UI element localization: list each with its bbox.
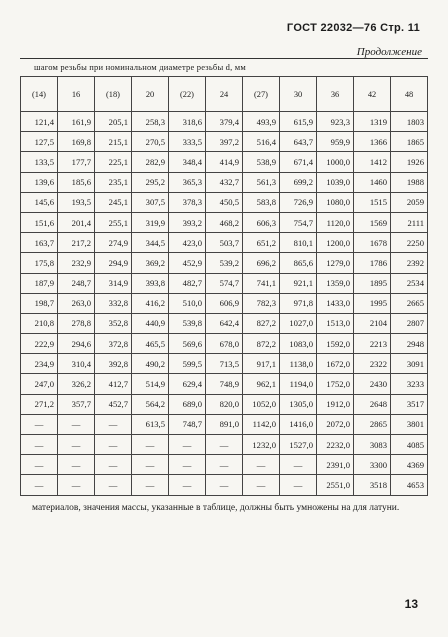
table-header-row <box>21 77 428 112</box>
table-cell: 2391,0 <box>317 455 354 475</box>
table-cell: 671,4 <box>280 152 317 172</box>
table-cell: 1433,0 <box>317 293 354 313</box>
table-cell: 365,3 <box>169 172 206 192</box>
table-cell: 1194,0 <box>280 374 317 394</box>
table-cell: — <box>95 435 132 455</box>
table-cell: 1232,0 <box>243 435 280 455</box>
table-row <box>21 273 428 293</box>
table-cell: 1052,0 <box>243 394 280 414</box>
table-cell: 539,2 <box>206 253 243 273</box>
table-cell: 1995 <box>354 293 391 313</box>
table-cell: — <box>206 455 243 475</box>
table-row <box>21 172 428 192</box>
table-cell: — <box>169 455 206 475</box>
column-header: (22) <box>169 77 206 112</box>
table-cell: 1803 <box>391 112 428 132</box>
table-cell: 754,7 <box>280 212 317 232</box>
table-cell: 393,8 <box>132 273 169 293</box>
table-cell: — <box>58 414 95 434</box>
table-cell: 629,4 <box>169 374 206 394</box>
table-cell: 2807 <box>391 313 428 333</box>
table-row <box>21 253 428 273</box>
table-cell: 205,1 <box>95 112 132 132</box>
table-cell: 263,0 <box>58 293 95 313</box>
table-cell: 1569 <box>354 212 391 232</box>
table-cell: 2551,0 <box>317 475 354 495</box>
table-cell: 1138,0 <box>280 354 317 374</box>
table-cell: 393,2 <box>169 212 206 232</box>
table-cell: 872,2 <box>243 334 280 354</box>
table-cell: 1305,0 <box>280 394 317 414</box>
table-cell: 2059 <box>391 192 428 212</box>
table-cell: — <box>58 475 95 495</box>
table-cell: — <box>132 455 169 475</box>
table-cell: 1416,0 <box>280 414 317 434</box>
table-cell: 2111 <box>391 212 428 232</box>
table-cell: 1366 <box>354 132 391 152</box>
table-cell: 748,7 <box>169 414 206 434</box>
table-cell: 516,4 <box>243 132 280 152</box>
column-header: 24 <box>206 77 243 112</box>
table-caption: шагом резьбы при номинальном диаметре резьбы d, мм <box>34 62 246 72</box>
table-cell: 234,9 <box>21 354 58 374</box>
table-cell: 1752,0 <box>317 374 354 394</box>
table-cell: 1926 <box>391 152 428 172</box>
table-cell: 314,9 <box>95 273 132 293</box>
table-cell: 538,9 <box>243 152 280 172</box>
table-cell: 2213 <box>354 334 391 354</box>
column-header: 30 <box>280 77 317 112</box>
table-cell: 1513,0 <box>317 313 354 333</box>
table-cell: 2072,0 <box>317 414 354 434</box>
table-cell: — <box>169 435 206 455</box>
table-cell: 962,1 <box>243 374 280 394</box>
table-cell: 201,4 <box>58 212 95 232</box>
table-cell: 271,2 <box>21 394 58 414</box>
table-cell: 2392 <box>391 253 428 273</box>
continued-label: Продолжение <box>356 46 422 58</box>
table-cell: 615,9 <box>280 112 317 132</box>
table-cell: 574,7 <box>206 273 243 293</box>
table-cell: 217,2 <box>58 233 95 253</box>
table-cell: 2648 <box>354 394 391 414</box>
table-cell: 274,9 <box>95 233 132 253</box>
table-cell: — <box>21 475 58 495</box>
table-cell: 713,5 <box>206 354 243 374</box>
table-cell: 699,2 <box>280 172 317 192</box>
table-row <box>21 152 428 172</box>
table-cell: 613,5 <box>132 414 169 434</box>
table-cell: — <box>206 435 243 455</box>
table-cell: 3091 <box>391 354 428 374</box>
table-cell: 1895 <box>354 273 391 293</box>
table-cell: 3801 <box>391 414 428 434</box>
table-cell: 423,0 <box>169 233 206 253</box>
table-cell: 569,6 <box>169 334 206 354</box>
table-cell: 139,6 <box>21 172 58 192</box>
table-cell: 319,9 <box>132 212 169 232</box>
table-cell: 1786 <box>354 253 391 273</box>
table-cell: — <box>280 455 317 475</box>
table-cell: 539,8 <box>169 313 206 333</box>
table-cell: 561,3 <box>243 172 280 192</box>
table-cell: 255,1 <box>95 212 132 232</box>
table-cell: 741,1 <box>243 273 280 293</box>
table-cell: 917,1 <box>243 354 280 374</box>
table-cell: 1080,0 <box>317 192 354 212</box>
table-cell: — <box>243 475 280 495</box>
table-cell: — <box>206 475 243 495</box>
table-cell: 643,7 <box>280 132 317 152</box>
table-cell: 2665 <box>391 293 428 313</box>
table-cell: — <box>132 475 169 495</box>
table-cell: 352,8 <box>95 313 132 333</box>
table-cell: — <box>95 414 132 434</box>
table-cell: — <box>280 475 317 495</box>
table-cell: 235,1 <box>95 172 132 192</box>
table-cell: 295,2 <box>132 172 169 192</box>
table-row <box>21 293 428 313</box>
table-cell: — <box>132 435 169 455</box>
table-cell: 971,8 <box>280 293 317 313</box>
table-cell: 1412 <box>354 152 391 172</box>
page-number: 13 <box>404 597 418 611</box>
table-cell: 232,9 <box>58 253 95 273</box>
table-cell: 1460 <box>354 172 391 192</box>
table-cell: 726,9 <box>280 192 317 212</box>
table-row <box>21 192 428 212</box>
table-cell: — <box>21 455 58 475</box>
table-cell: 2430 <box>354 374 391 394</box>
table-cell: 369,2 <box>132 253 169 273</box>
table-cell: 392,8 <box>95 354 132 374</box>
table-cell: 510,0 <box>169 293 206 313</box>
table-cell: 198,7 <box>21 293 58 313</box>
table-cell: 2104 <box>354 313 391 333</box>
table-cell: — <box>169 475 206 495</box>
table-row <box>21 233 428 253</box>
table-cell: 1142,0 <box>243 414 280 434</box>
table-cell: — <box>58 455 95 475</box>
table-cell: — <box>21 414 58 434</box>
table-cell: 210,8 <box>21 313 58 333</box>
table-cell: 2232,0 <box>317 435 354 455</box>
table-cell: 1200,0 <box>317 233 354 253</box>
column-header: (18) <box>95 77 132 112</box>
table-cell: 185,6 <box>58 172 95 192</box>
table-cell: 397,2 <box>206 132 243 152</box>
table-cell: — <box>58 435 95 455</box>
table-cell: 307,5 <box>132 192 169 212</box>
table-cell: 2534 <box>391 273 428 293</box>
table-cell: 606,9 <box>206 293 243 313</box>
table-cell: 294,6 <box>58 334 95 354</box>
table-cell: 482,7 <box>169 273 206 293</box>
table-cell: 1988 <box>391 172 428 192</box>
table-row <box>21 334 428 354</box>
table-cell: 379,4 <box>206 112 243 132</box>
table-cell: 959,9 <box>317 132 354 152</box>
table-cell: 1678 <box>354 233 391 253</box>
table-cell: 247,0 <box>21 374 58 394</box>
table-cell: 696,2 <box>243 253 280 273</box>
table-cell: 357,7 <box>58 394 95 414</box>
table-cell: 1319 <box>354 112 391 132</box>
table-cell: 412,7 <box>95 374 132 394</box>
table-cell: 3083 <box>354 435 391 455</box>
column-header: (14) <box>21 77 58 112</box>
table-cell: 606,3 <box>243 212 280 232</box>
table-cell: 2948 <box>391 334 428 354</box>
table-cell: 3300 <box>354 455 391 475</box>
table-cell: 2865 <box>354 414 391 434</box>
table-cell: 3517 <box>391 394 428 414</box>
table-cell: 3518 <box>354 475 391 495</box>
table-cell: 332,8 <box>95 293 132 313</box>
table-cell: 1083,0 <box>280 334 317 354</box>
table-cell: 583,8 <box>243 192 280 212</box>
table-cell: 689,0 <box>169 394 206 414</box>
table-cell: 282,9 <box>132 152 169 172</box>
table-row <box>21 394 428 414</box>
table-row <box>21 132 428 152</box>
page-header: ГОСТ 22032—76 Стр. 11 <box>286 22 420 34</box>
table-cell: 1039,0 <box>317 172 354 192</box>
table-row <box>21 374 428 394</box>
table-cell: 248,7 <box>58 273 95 293</box>
table-cell: 372,8 <box>95 334 132 354</box>
table-cell: 1672,0 <box>317 354 354 374</box>
footnote-text: материалов, значения массы, указанные в таблице, должны быть умножены на для латуни. <box>32 503 400 513</box>
table-cell: 215,1 <box>95 132 132 152</box>
table-cell: 921,1 <box>280 273 317 293</box>
table-cell: 923,3 <box>317 112 354 132</box>
table-cell: 891,0 <box>206 414 243 434</box>
table-cell: 1027,0 <box>280 313 317 333</box>
table-cell: 414,9 <box>206 152 243 172</box>
table-cell: 177,7 <box>58 152 95 172</box>
table-cell: 748,9 <box>206 374 243 394</box>
table-cell: 450,5 <box>206 192 243 212</box>
table-cell: 121,4 <box>21 112 58 132</box>
table-cell: 318,6 <box>169 112 206 132</box>
column-header: 16 <box>58 77 95 112</box>
table-cell: 642,4 <box>206 313 243 333</box>
table-cell: 187,9 <box>21 273 58 293</box>
table-cell: 378,3 <box>169 192 206 212</box>
table-cell: 4369 <box>391 455 428 475</box>
table-cell: 326,2 <box>58 374 95 394</box>
table-cell: 503,7 <box>206 233 243 253</box>
table-cell: 678,0 <box>206 334 243 354</box>
table-cell: 452,9 <box>169 253 206 273</box>
table-cell: 151,6 <box>21 212 58 232</box>
table-cell: 245,1 <box>95 192 132 212</box>
table-cell: 294,9 <box>95 253 132 273</box>
table-cell: 4653 <box>391 475 428 495</box>
table-cell: 169,8 <box>58 132 95 152</box>
table-cell: 175,8 <box>21 253 58 273</box>
table-cell: 1359,0 <box>317 273 354 293</box>
table-cell: 1912,0 <box>317 394 354 414</box>
column-header: 20 <box>132 77 169 112</box>
table-cell: 493,9 <box>243 112 280 132</box>
table-cell: — <box>21 435 58 455</box>
table-cell: 161,9 <box>58 112 95 132</box>
table-cell: 344,5 <box>132 233 169 253</box>
table-cell: 222,9 <box>21 334 58 354</box>
table-row <box>21 455 428 475</box>
table-row <box>21 354 428 374</box>
table-cell: 1120,0 <box>317 212 354 232</box>
table-cell: 810,1 <box>280 233 317 253</box>
table-cell: 278,8 <box>58 313 95 333</box>
table-row <box>21 435 428 455</box>
table-cell: 514,9 <box>132 374 169 394</box>
table-cell: 310,4 <box>58 354 95 374</box>
mass-table <box>20 76 428 496</box>
table-cell: 1865 <box>391 132 428 152</box>
table-cell: 2322 <box>354 354 391 374</box>
table-row <box>21 212 428 232</box>
table-cell: 865,6 <box>280 253 317 273</box>
column-header: 36 <box>317 77 354 112</box>
table-cell: 1515 <box>354 192 391 212</box>
table-cell: — <box>243 455 280 475</box>
table-cell: 564,2 <box>132 394 169 414</box>
table-cell: 127,5 <box>21 132 58 152</box>
table-cell: 270,5 <box>132 132 169 152</box>
table-cell: 1527,0 <box>280 435 317 455</box>
column-header: 42 <box>354 77 391 112</box>
table-cell: 432,7 <box>206 172 243 192</box>
column-header: (27) <box>243 77 280 112</box>
table-cell: 4085 <box>391 435 428 455</box>
table-row <box>21 414 428 434</box>
table-cell: 1279,0 <box>317 253 354 273</box>
column-header: 48 <box>391 77 428 112</box>
table-cell: 465,5 <box>132 334 169 354</box>
table-cell: 193,5 <box>58 192 95 212</box>
table-cell: 3233 <box>391 374 428 394</box>
table-cell: 163,7 <box>21 233 58 253</box>
table-cell: 490,2 <box>132 354 169 374</box>
table-cell: 1000,0 <box>317 152 354 172</box>
table-cell: 333,5 <box>169 132 206 152</box>
table-row <box>21 313 428 333</box>
table-cell: 468,2 <box>206 212 243 232</box>
table-cell: — <box>95 455 132 475</box>
table-cell: 820,0 <box>206 394 243 414</box>
table-cell: 452,7 <box>95 394 132 414</box>
table-cell: 258,3 <box>132 112 169 132</box>
table-cell: 133,5 <box>21 152 58 172</box>
table-cell: 599,5 <box>169 354 206 374</box>
table-cell: 1592,0 <box>317 334 354 354</box>
table-cell: 348,4 <box>169 152 206 172</box>
table-cell: 416,2 <box>132 293 169 313</box>
table-cell: — <box>95 475 132 495</box>
table-body <box>21 112 428 496</box>
table-cell: 145,6 <box>21 192 58 212</box>
table-cell: 782,3 <box>243 293 280 313</box>
table-cell: 225,1 <box>95 152 132 172</box>
table-cell: 827,2 <box>243 313 280 333</box>
table-row <box>21 475 428 495</box>
caption-rule <box>20 58 428 59</box>
table-cell: 651,2 <box>243 233 280 253</box>
table-cell: 440,9 <box>132 313 169 333</box>
table-cell: 2250 <box>391 233 428 253</box>
table-row <box>21 112 428 132</box>
